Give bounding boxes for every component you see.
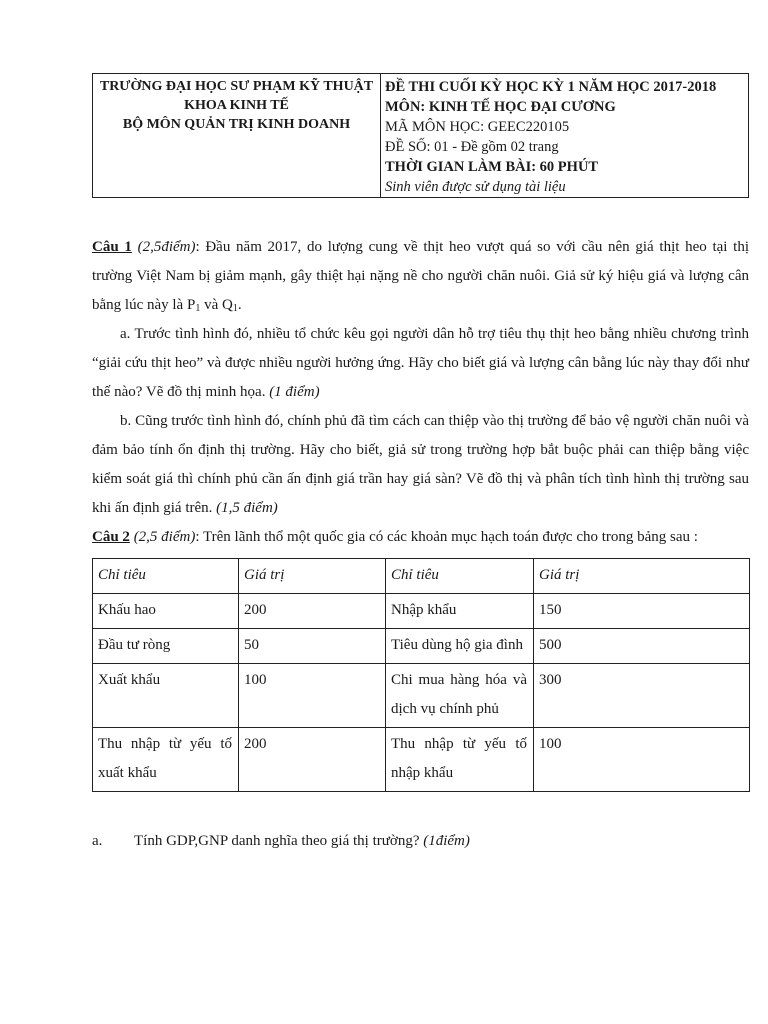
question-1a [92,320,749,407]
table-row [93,664,750,728]
exam-title: ĐỀ THI CUỐI KỲ HỌC KỲ 1 NĂM HỌC 2017-2018 [385,79,717,95]
exam-body [92,233,749,856]
question-1b [92,407,749,523]
exam-info [381,74,749,198]
table-cell: Thu nhập từ yếu tố xuất khẩu [93,728,239,792]
question-2a-text: Tính GDP,GNP danh nghĩa theo giá thị trường? [134,833,424,849]
table-cell: Nhập khẩu [386,594,534,629]
question-1b-text: b. Cũng trước tình hình đó, chính phủ đã tìm cách can thiệp vào thị trường để bảo vệ người chăn nuôi và đảm bảo tính ổn định thị trường. Hãy cho biết, giả sử trong trường hợp bắt buộc phải can thiệp bằng việc kiểm soát giá thì chính phủ cần ấn định giá trần hay giá sàn? Vẽ đồ thị và phân tích tình hình thị trường sau khi ấn định giá trên. [92,413,749,516]
table-cell: 300 [534,664,750,728]
table-cell: 100 [534,728,750,792]
question-2-label: Câu 2 [92,529,130,545]
materials-note: Sinh viên được sử dụng tài liệu [385,179,566,195]
subscript: 1 [232,303,238,314]
table-cell: Đầu tư ròng [93,629,239,664]
question-1-text-end: . [237,297,242,313]
question-1b-points: (1,5 điểm) [216,500,278,516]
table-cell: 200 [239,728,386,792]
school-name: TRƯỜNG ĐẠI HỌC SƯ PHẠM KỸ THUẬT [99,79,374,94]
question-2-points: (2,5 điểm) [133,529,196,545]
table-header: Chỉ tiêu [93,559,239,594]
question-1-label: Câu 1 [92,239,132,255]
faculty-name: KHOA KINH TẾ [184,98,289,113]
table-row [93,728,750,792]
accounts-table [92,558,750,792]
table-cell: 150 [534,594,750,629]
question-2-intro [92,523,749,552]
exam-time: THỜI GIAN LÀM BÀI: 60 PHÚT [385,159,599,175]
question-1-intro [92,233,749,320]
table-cell: 200 [239,594,386,629]
department-name: BỘ MÔN QUẢN TRỊ KINH DOANH [122,117,351,132]
question-2a-label: a. [92,833,103,849]
table-cell: 100 [239,664,386,728]
table-cell: Thu nhập từ yếu tố nhập khẩu [386,728,534,792]
question-2a [92,827,749,856]
table-header: Giá trị [239,559,386,594]
table-row [93,629,750,664]
exam-subject: MÔN: KINH TẾ HỌC ĐẠI CƯƠNG [385,99,616,115]
table-cell: Khấu hao [93,594,239,629]
table-row [93,594,750,629]
question-2a-points: (1điểm) [423,833,470,849]
table-header: Giá trị [534,559,750,594]
exam-number: ĐỀ SỐ: 01 - Đề gồm 02 trang [385,139,559,155]
question-1a-text: a. Trước tình hình đó, nhiều tổ chức kêu gọi người dân hỗ trợ tiêu thụ thịt heo bằng nhiều chương trình “giải cứu thịt heo” và được nhiều người hưởng ứng. Hãy cho biết giá và lượng cân bằng lúc này thay đổi như thế nào? Vẽ đồ thị minh họa. [92,326,749,400]
table-cell: 500 [534,629,750,664]
subscript: 1 [195,303,201,314]
school-info [93,74,381,198]
course-code: MÃ MÔN HỌC: GEEC220105 [385,119,570,135]
table-cell: Xuất khẩu [93,664,239,728]
table-header-row [93,559,750,594]
question-2-text: : Trên lãnh thổ một quốc gia có các khoản mục hạch toán được cho trong bảng sau : [195,529,698,545]
question-1-points: (2,5điểm) [137,239,196,255]
table-cell: 50 [239,629,386,664]
table-header: Chỉ tiêu [386,559,534,594]
question-1-text-cont: và Q [200,297,233,313]
question-1a-points: (1 điểm) [269,384,320,400]
question-1-text: : Đầu năm 2017, do lượng cung về thịt heo vượt quá so với cầu nên giá thịt heo tại thị trường Việt Nam bị giảm mạnh, gây thiệt hại nặng nề cho người chăn nuôi. Giả sử ký hiệu giá và lượng cân bằng lúc này là P [92,239,749,313]
exam-header [92,73,749,198]
table-cell: Tiêu dùng hộ gia đình [386,629,534,664]
table-cell: Chi mua hàng hóa và dịch vụ chính phủ [386,664,534,728]
